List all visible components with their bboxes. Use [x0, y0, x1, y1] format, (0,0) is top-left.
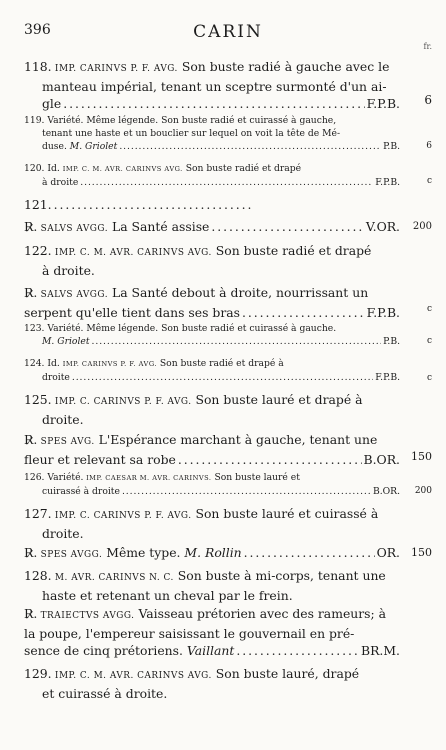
- module: B.OR.: [372, 486, 400, 497]
- legend: M. AVR. CARINVS N. C.: [51, 573, 174, 583]
- reverse-mark: R̷.: [24, 606, 38, 621]
- legend: SALVS AVGG.: [37, 290, 109, 300]
- description: Son buste radié et drapé à: [156, 358, 284, 369]
- reverse-128: [24, 605, 400, 659]
- description: et cuirassé à droite.: [42, 686, 168, 701]
- reverse-mark: R̷.: [24, 432, 38, 447]
- legend: IMP. C. M. AVR. CARINVS AVG.: [62, 165, 183, 173]
- description: à droite: [42, 177, 79, 188]
- description: droite: [42, 372, 70, 383]
- description: à droite.: [42, 263, 95, 278]
- entry-number: 122.: [24, 243, 52, 258]
- legend: IMP. C. CARINVS P. F. AVG.: [51, 511, 192, 521]
- price: c: [426, 304, 432, 314]
- entry-number: 118.: [24, 59, 52, 74]
- description: L'Espérance marchant à gauche, tenant une: [94, 432, 378, 447]
- id-mark: Id.: [44, 163, 63, 174]
- module: OR.: [376, 545, 400, 560]
- price: 6: [426, 141, 432, 151]
- entry-119: [24, 114, 400, 153]
- legend: IMP. C. CARINVS P. F. AVG.: [51, 397, 192, 407]
- entry-number: 128.: [24, 568, 52, 583]
- price: 200: [412, 221, 432, 232]
- module: F.P.B.: [375, 372, 400, 383]
- description: gle: [42, 96, 62, 111]
- entry-125: [24, 391, 400, 428]
- price: c: [426, 336, 432, 346]
- description: Son buste radié et drapé: [211, 243, 372, 258]
- description: La Santé debout à droite, nourrissant un: [108, 285, 369, 300]
- legend: TRAIECTVS AVGG.: [37, 611, 135, 621]
- collection: M. Griolet: [69, 141, 118, 152]
- price: c: [426, 373, 432, 383]
- entry-number: 127.: [24, 506, 52, 521]
- description: Son buste lauré et: [211, 472, 300, 483]
- module: B.OR.: [363, 452, 400, 467]
- module: F.P.B.: [366, 96, 400, 111]
- legend: IMP. CARINVS P. F. AVG.: [51, 64, 178, 74]
- module: F.P.B.: [366, 305, 400, 320]
- entry-number: 120.: [24, 163, 45, 174]
- module: BR.M.: [361, 643, 400, 658]
- description: sence de cinq prétoriens.: [24, 643, 187, 658]
- entry-129: [24, 665, 400, 702]
- price: 150: [411, 546, 432, 559]
- description: 119. Variété. Même légende. Son buste radié et cuirassé à gauche,: [24, 115, 337, 126]
- legend: IMP. C. M. AVR. CARINVS AVG.: [51, 248, 212, 258]
- module: F.P.B.: [375, 177, 400, 188]
- legend: SPES AVGG.: [37, 550, 103, 560]
- reverse-121: [24, 218, 400, 238]
- id-mark: Id.: [44, 358, 63, 369]
- description: haste et retenant un cheval par le frein.: [42, 588, 293, 603]
- module: V.OR.: [365, 219, 400, 234]
- collection: Vaillant: [186, 643, 235, 658]
- legend: SPES AVG.: [37, 437, 95, 447]
- reverse-127: [24, 544, 400, 564]
- description: Son buste radié à gauche avec le: [177, 59, 390, 74]
- description: Son buste lauré et drapé à: [191, 392, 363, 407]
- entry-120: [24, 162, 400, 189]
- reverse-mark: R̷.: [24, 545, 38, 560]
- page-header: [24, 22, 432, 51]
- reverse-125: [24, 431, 400, 468]
- collection: M. Rollin: [184, 545, 242, 560]
- entry-127: [24, 505, 400, 542]
- description: la poupe, l'empereur saisissant le gouvernail en pré-: [24, 626, 355, 641]
- description: fleur et relevant sa robe: [24, 452, 176, 467]
- description: cuirassé à droite: [42, 486, 120, 497]
- entry-number: 125.: [24, 392, 52, 407]
- legend: SALVS AVGG.: [37, 224, 109, 234]
- entry-128: [24, 567, 400, 604]
- reverse-122: [24, 284, 400, 321]
- price: c: [426, 176, 432, 186]
- price: 200: [414, 486, 432, 496]
- description: Son buste lauré et cuirassé à: [191, 506, 379, 521]
- description: Son buste lauré, drapé: [211, 666, 360, 681]
- description: droite.: [42, 526, 84, 541]
- description: droite.: [42, 412, 84, 427]
- entry-126: [24, 471, 400, 498]
- legend: IMP. CARINVS P. F. AVG.: [62, 360, 157, 368]
- description: Son buste radié et drapé: [182, 163, 302, 174]
- description: Même type.: [102, 545, 185, 560]
- description: 123. Variété. Même légende. Son buste radié et cuirassé à gauche.: [24, 323, 337, 334]
- description: La Santé assise: [108, 219, 210, 234]
- legend: IMP. CAESAR M. AVR. CARINVS.: [83, 474, 212, 482]
- entry-number: 124.: [24, 358, 45, 369]
- collection: M. Griolet: [42, 336, 90, 347]
- entry-123: [24, 322, 400, 348]
- description: manteau impérial, tenant un sceptre surmonté d'un ai-: [42, 79, 387, 94]
- entry-122: [24, 242, 400, 279]
- entry-121: [24, 196, 254, 213]
- description: serpent qu'elle tient dans ses bras: [24, 305, 240, 320]
- description: Son buste à mi-corps, tenant une: [173, 568, 386, 583]
- description: Vaisseau prétorien avec des rameurs; à: [134, 606, 387, 621]
- reverse-mark: R̷.: [24, 219, 38, 234]
- legend: IMP. C. M. AVR. CARINVS AVG.: [51, 671, 212, 681]
- page-number: 396: [24, 22, 51, 38]
- entry-118: [24, 58, 400, 112]
- description: duse.: [42, 141, 70, 152]
- column-header-francs: fr.: [423, 42, 432, 51]
- entry-number: 121.: [24, 197, 52, 212]
- module: P.B.: [383, 336, 400, 347]
- entry-number: 126. Variété.: [24, 472, 84, 483]
- price: 6: [424, 93, 432, 107]
- page-title: CARIN: [193, 22, 263, 42]
- entry-number: 129.: [24, 666, 52, 681]
- reverse-mark: R̷.: [24, 285, 38, 300]
- module: P.B.: [383, 141, 400, 152]
- entry-124: [24, 357, 400, 384]
- price: 150: [411, 450, 432, 463]
- description: tenant une haste et un bouclier sur lequel on voit la tête de Mé-: [42, 128, 341, 139]
